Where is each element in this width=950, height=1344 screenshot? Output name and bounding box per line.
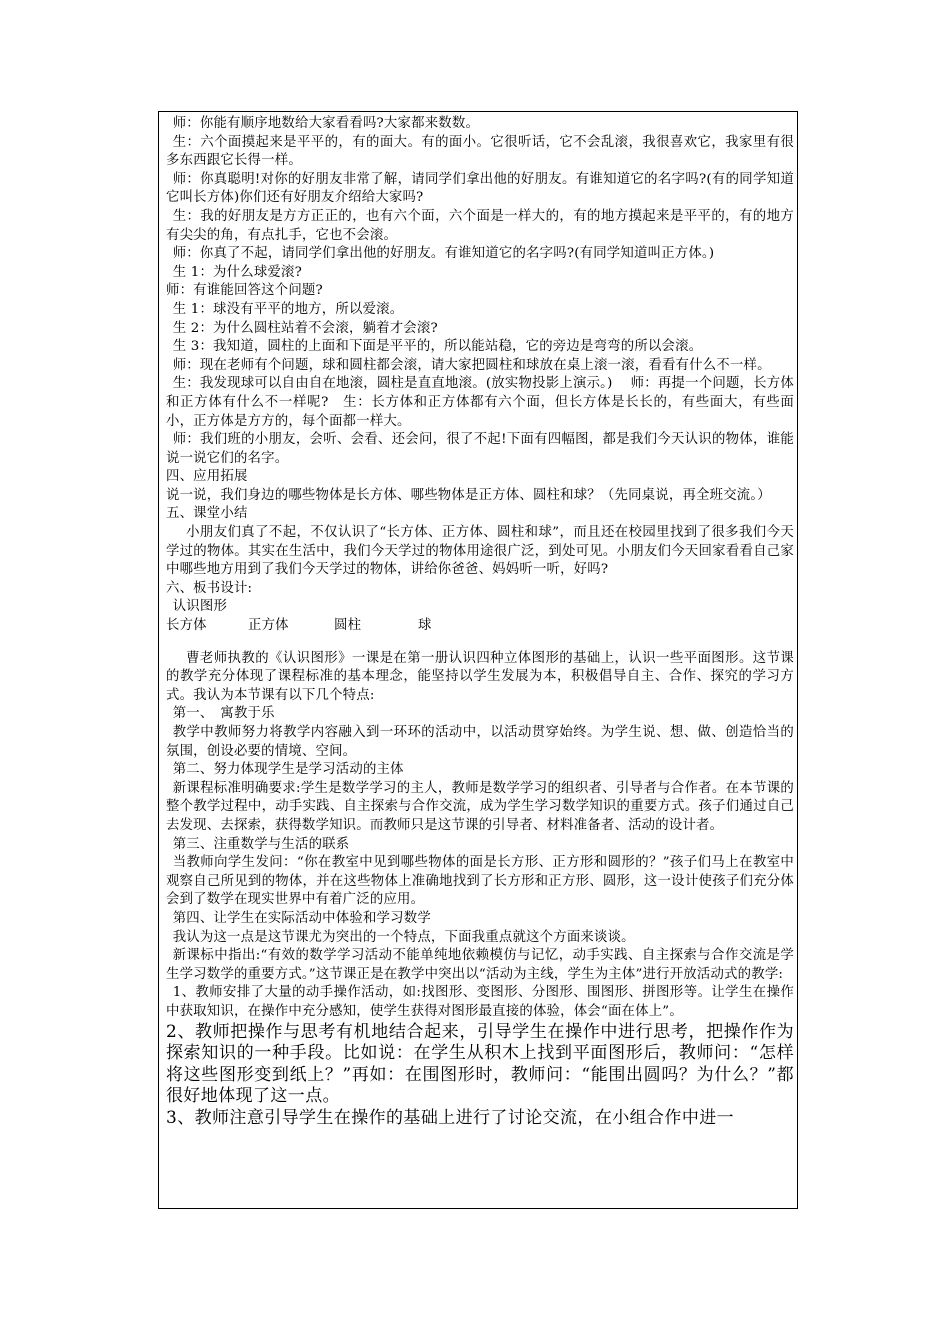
dialogue-line: 生：六个面摸起来是平平的，有的面大。有的面小。它很听话，它不会乱滚，我很喜欢它，我家里有很多东西跟它长得一样。	[166, 134, 794, 169]
review-paragraph: 3、教师注意引导学生在操作的基础上进行了讨论交流，在小组合作中进一	[166, 1107, 735, 1128]
dialogue-line: 生 1：球没有平平的地方，所以爱滚。	[172, 301, 404, 317]
review-paragraph: 曹老师执教的《认识图形》一课是在第一册认识四种立体图形的基础上，认识一些平面图形。这节课的教学充分体现了课程标准的基本理念，能坚持以学生发展为本，积极倡导自主、合作、探究的学习方式。我认为本节课有以下几个特点:	[166, 650, 794, 703]
section-heading: 五、课堂小结	[166, 506, 248, 522]
board-item: 正方体	[248, 618, 289, 634]
section-heading: 四、应用拓展	[166, 469, 248, 485]
review-heading: 第一、 寓教于乐	[172, 706, 275, 722]
review-paragraph: 当教师向学生发问：“你在教室中见到哪些物体的面是长方形、正方形和圆形的？”孩子们马上在教室中观察自己所见到的物体，并在这些物体上准确地找到了长方形和正方形、圆形，这一设计使孩子们充分体会到了数学在现实世界中有着广泛的应用。	[166, 855, 794, 908]
board-items	[166, 617, 794, 636]
dialogue-line: 师：你真聪明!对你的好朋友非常了解，请同学们拿出他的好朋友。有谁知道它的名字吗?(有的同学知道它叫长方体)你们还有好朋友介绍给大家吗?	[166, 171, 794, 206]
review-heading: 第三、注重数学与生活的联系	[172, 836, 350, 852]
paragraph: 小朋友们真了不起，不仅认识了“长方体、正方体、圆柱和球”，而且还在校园里找到了很多我们今天学过的物体。其实在生活中，我们今天学过的物体用途很广泛，到处可见。小朋友们今天回家看看自己家中哪些地方用到了我们今天学过的物体，讲给你爸爸、妈妈听一听，好吗?	[166, 525, 794, 578]
dialogue-line: 师：你能有顺序地数给大家看看吗?大家都来数数。	[172, 116, 480, 131]
board-item: 长方体	[166, 618, 207, 634]
dialogue-line: 师：现在老师有个问题，球和圆柱都会滚，请大家把圆柱和球放在桌上滚一滚，看看有什么不一样。	[172, 357, 771, 373]
board-title: 认识图形	[172, 599, 228, 615]
dialogue-line: 生 3：我知道，圆柱的上面和下面是平平的，所以能站稳，它的旁边是弯弯的所以会滚。	[172, 339, 703, 355]
dialogue-line: 生：我的好朋友是方方正正的，也有六个面，六个面是一样大的，有的地方摸起来是平平的，有的地方有尖尖的角，有点扎手，它也不会滚。	[166, 208, 794, 243]
board-item: 球	[418, 618, 432, 634]
dialogue-line: 生 2：为什么圆柱站着不会滚，躺着才会滚?	[172, 320, 438, 336]
dialogue-line: 师：我们班的小朋友，会听、会看、还会问，很了不起!下面有四幅图，都是我们今天认识的物体，谁能说一说它们的名字。	[166, 432, 794, 466]
dialogue-line: 生 1：为什么球爱滚?	[172, 264, 302, 280]
review-paragraph: 新课程标准明确要求:学生是数学学习的主人，教师是数学学习的组织者、引导者与合作者。在本节课的整个教学过程中，动手实践、自主探索与合作交流，成为学生学习数学知识的重要方式。孩子们通过自己去发现、去探索，获得数学知识。而教师只是这节课的引导者、材料准备者、活动的设计者。	[166, 780, 794, 833]
review-paragraph: 2、教师把操作与思考有机地结合起来，引导学生在操作中进行思考，把操作作为探索知识的一种手段。比如说：在学生从积木上找到平面图形后，教师问：“怎样将这些图形变到纸上？”再如：在围图形时，教师问：“能围出圆吗？为什么？”都很好地体现了这一点。	[166, 1021, 794, 1106]
document-body	[166, 115, 794, 1129]
section-heading: 六、板书设计:	[166, 580, 253, 596]
dialogue-line: 生：我发现球可以自由自在地滚，圆柱是直直地滚。(放实物投影上演示。) 师：再提一个问题，长方体和正方体有什么不一样呢? 生：长方体和正方体都有六个面，但长方体是长长的，有些面大，有些面小，正方体是方方的，每个面都一样大。	[166, 376, 794, 429]
review-heading: 第四、让学生在实际活动中体验和学习数学	[172, 910, 431, 926]
spacer	[166, 636, 794, 650]
review-heading: 第二、努力体现学生是学习活动的主体	[172, 762, 404, 778]
dialogue-line: 师：你真了不起，请同学们拿出他的好朋友。有谁知道它的名字吗?(有同学知道叫正方体。)	[172, 246, 715, 262]
review-paragraph: 新课标中指出:“有效的数学学习活动不能单纯地依赖模仿与记忆，动手实践、自主探索与合作交流是学生学习数学的重要方式。”这节课正是在教学中突出以“活动为主线，学生为主体”进行开放活动式的教学:	[166, 948, 794, 982]
board-item: 圆柱	[334, 618, 362, 634]
review-paragraph: 教学中教师努力将教学内容融入到一环环的活动中，以活动贯穿始终。为学生说、想、做、创造恰当的氛围，创设必要的情境、空间。	[166, 725, 794, 759]
paragraph: 说一说，我们身边的哪些物体是长方体、哪些物体是正方体、圆柱和球？（先同桌说，再全班交流。）	[166, 487, 771, 503]
review-paragraph: 1、教师安排了大量的动手操作活动，如:找图形、变图形、分图形、围图形、拼图形等。让学生在操作中获取知识，在操作中充分感知，使学生获得对图形最直接的体验，体会“面在体上”。	[166, 985, 794, 1019]
dialogue-line: 师：有谁能回答这个问题?	[166, 283, 323, 299]
review-paragraph: 我认为这一点是这节课尤为突出的一个特点，下面我重点就这个方面来谈谈。	[172, 929, 635, 945]
